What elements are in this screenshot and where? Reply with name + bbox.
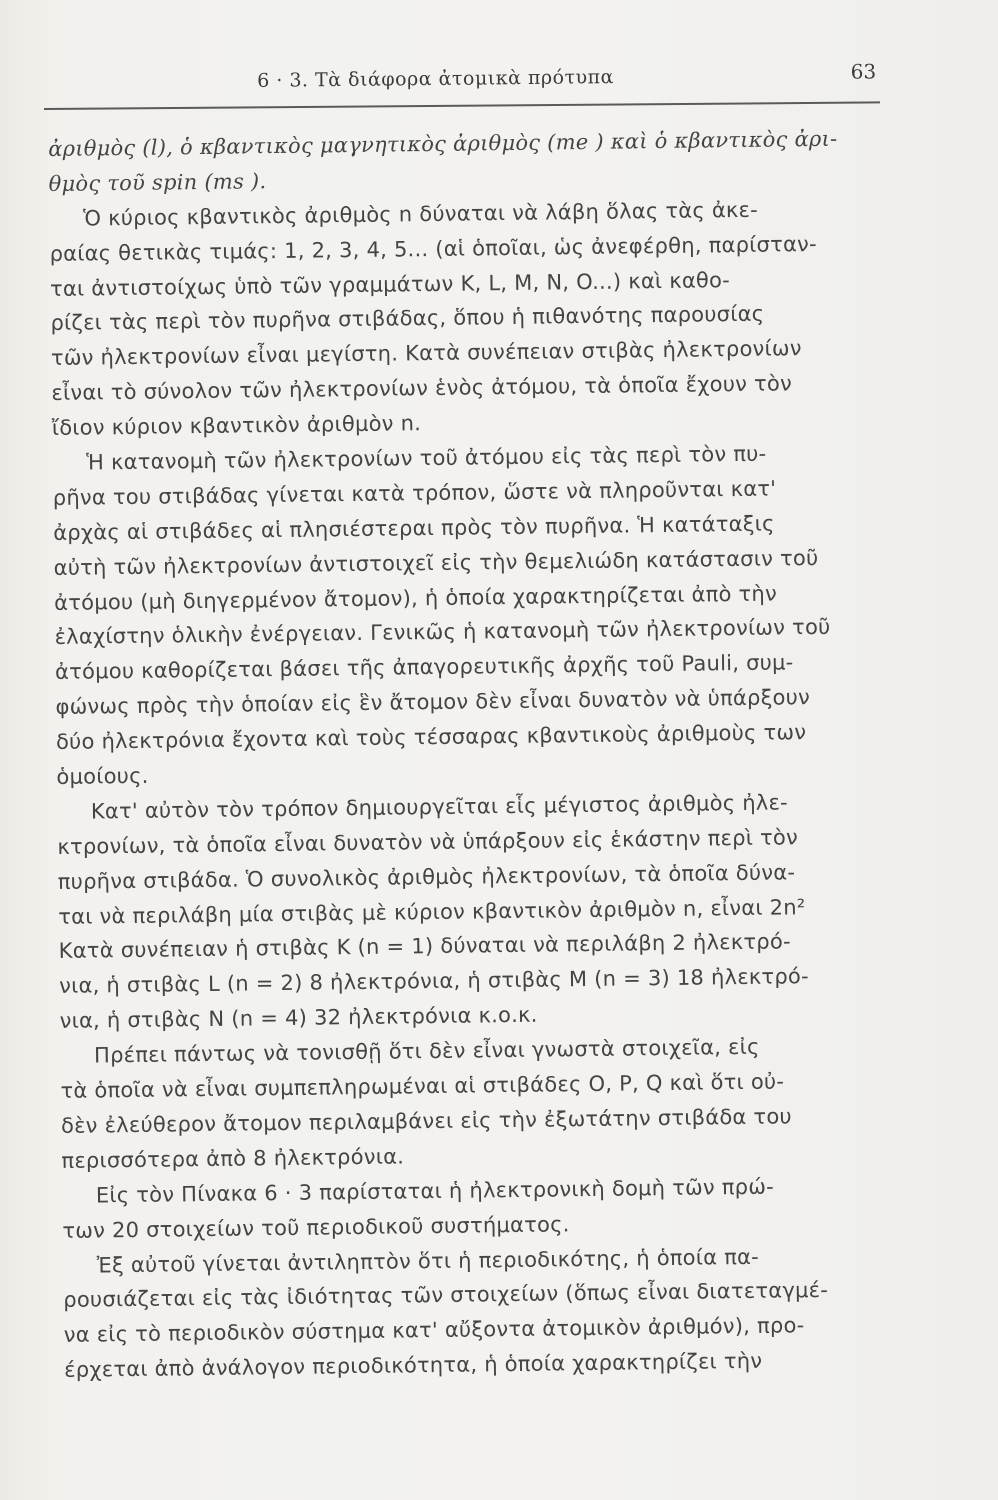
text-line: νια, ἡ στιβὰς L (n = 2) 8 ἠλεκτρόνια, ἡ στιβὰς M (n = 3) 18 ἠλεκτρό- xyxy=(59,964,810,999)
text-line: ἀτόμου καθορίζεται βάσει τῆς ἀπαγορευτικῆς ἀρχῆς τοῦ Pauli, συμ- xyxy=(54,650,794,685)
text-line: έρχεται ἀπὸ ἀνάλογον περιοδικότητα, ἡ ὁποία χαρακτηρίζει τὴν xyxy=(64,1348,763,1383)
text-line: των 20 στοιχείων τοῦ περιοδικοῦ συστήματος. xyxy=(62,1211,570,1243)
text-line: ἐλαχίστην ὁλικὴν ἐνέργειαν. Γενικῶς ἡ κατανομὴ τῶν ἠλεκτρονίων τοῦ xyxy=(54,615,831,650)
page-header xyxy=(52,55,882,104)
text-line: δύο ἠλεκτρόνια ἔχοντα καὶ τοὺς τέσσαρας κβαντικοὺς ἀριθμοὺς των xyxy=(55,720,807,755)
text-line: δὲν ἐλεύθερον ἄτομον περιλαμβάνει εἰς τὴν ἐξωτάτην στιβάδα του xyxy=(60,1104,793,1138)
page-number: 63 xyxy=(850,59,877,84)
text-line: φώνως πρὸς τὴν ὁποίαν εἰς ἓν ἄτομον δὲν εἶναι δυνατὸν νὰ ὑπάρξουν xyxy=(55,685,811,720)
text-line: Κατὰ συνέπειαν ἡ στιβὰς K (n = 1) δύναται νὰ περιλάβη 2 ἠλεκτρό- xyxy=(58,929,791,964)
text-line: Ἐξ αὐτοῦ γίνεται ἀντιληπτὸν ὅτι ἡ περιοδικότης, ἡ ὁποία πα- xyxy=(96,1244,760,1277)
text-line: ρῆνα του στιβάδας γίνεται κατὰ τρόπον, ὥστε νὰ πληροῦνται κατ' xyxy=(52,476,777,510)
text-line: ται ἀντιστοίχως ὑπὸ τῶν γραμμάτων K, L, M, N, O...) καὶ καθο- xyxy=(49,267,731,301)
text-line: κτρονίων, τὰ ὁποῖα εἶναι δυνατὸν νὰ ὑπάρξουν εἰς ἑκάστην περὶ τὸν xyxy=(57,825,799,859)
text-line: νια, ἡ στιβὰς N (n = 4) 32 ἠλεκτρόνια κ.ο.κ. xyxy=(59,1002,538,1034)
text-line: ται νὰ περιλάβη μία στιβὰς μὲ κύριον κβαντικὸν ἀριθμὸν n, εἶναι 2n² xyxy=(58,894,806,929)
text-line: Ὁ κύριος κβαντικὸς ἀριθμὸς n δύναται νὰ λάβη ὅλας τὰς ἀκε- xyxy=(82,197,759,231)
text-line: πυρῆνα στιβάδα. Ὁ συνολικὸς ἀριθμὸς ἠλεκτρονίων, τὰ ὁποῖα δύνα- xyxy=(57,859,796,894)
text-line: εἶναι τὸ σύνολον τῶν ἠλεκτρονίων ἑνὸς ἀτόμου, τὰ ὁποῖα ἔχουν τὸν xyxy=(51,371,793,406)
text-line: Πρέπει πάντως νὰ τονισθῇ ὅτι δὲν εἶναι γνωστὰ στοιχεῖα, εἰς xyxy=(93,1034,760,1068)
text-line: περισσότερα ἀπὸ 8 ἠλεκτρόνια. xyxy=(61,1144,405,1173)
running-head: 6 · 3. Τὰ διάφορα ἀτομικὰ πρότυπα xyxy=(257,66,615,92)
body-text xyxy=(48,121,906,1388)
text-line: Κατ' αὐτὸν τὸν τρόπον δημιουργεῖται εἷς μέγιστος ἀριθμὸς ἠλε- xyxy=(90,790,789,824)
text-line: ἴδιον κύριον κβαντικὸν ἀριθμὸν n. xyxy=(51,411,422,441)
text-line: Ἡ κατανομὴ τῶν ἠλεκτρονίων τοῦ ἀτόμου εἰς τὰς περὶ τὸν πυ- xyxy=(86,441,767,475)
text-line: ρίζει τὰς περὶ τὸν πυρῆνα στιβάδας, ὅπου ἡ πιθανότης παρουσίας xyxy=(50,302,765,336)
text-line: ἀτόμου (μὴ διηγερμένον ἄτομον), ἡ ὁποία χαρακτηρίζεται ἀπὸ τὴν xyxy=(54,581,778,615)
text-line: τῶν ἠλεκτρονίων εἶναι μεγίστη. Κατὰ συνέπειαν στιβὰς ἠλεκτρονίων xyxy=(50,336,802,371)
text-line: ραίας θετικὰς τιμάς: 1, 2, 3, 4, 5... (αἱ ὁποῖαι, ὡς ἀνεφέρθη, παρίσταν- xyxy=(49,231,818,266)
text-line: ὁμοίους. xyxy=(56,763,149,789)
text-line: να εἰς τὸ περιοδικὸν σύστημα κατ' αὔξοντα ἀτομικὸν ἀριθμόν), προ- xyxy=(63,1313,805,1348)
text-line: αὐτὴ τῶν ἠλεκτρονίων ἀντιστοιχεῖ εἰς τὴν θεμελιώδη κατάστασιν τοῦ xyxy=(53,545,819,580)
text-line: τὰ ὁποῖα νὰ εἶναι συμπεπληρωμέναι αἱ στιβάδες O, P, Q καὶ ὅτι οὐ- xyxy=(60,1069,785,1103)
text-line: ρουσιάζεται εἰς τὰς ἰδιότητας τῶν στοιχείων (ὅπως εἶναι διατεταγμέ- xyxy=(63,1278,829,1313)
text-line: Εἰς τὸν Πίνακα 6 · 3 παρίσταται ἡ ἠλεκτρονικὴ δομὴ τῶν πρώ- xyxy=(95,1174,775,1208)
text-line: θμὸς τοῦ spin (ms ). xyxy=(48,169,267,196)
text-line: ἀριθμὸς (l), ὁ κβαντικὸς μαγνητικὸς ἀριθμὸς (me ) καὶ ὁ κβαντικὸς ἀρι- xyxy=(48,126,838,161)
text-line: ἀρχὰς αἱ στιβάδες αἱ πλησιέστεραι πρὸς τὸν πυρῆνα. Ἡ κατάταξις xyxy=(53,511,775,545)
